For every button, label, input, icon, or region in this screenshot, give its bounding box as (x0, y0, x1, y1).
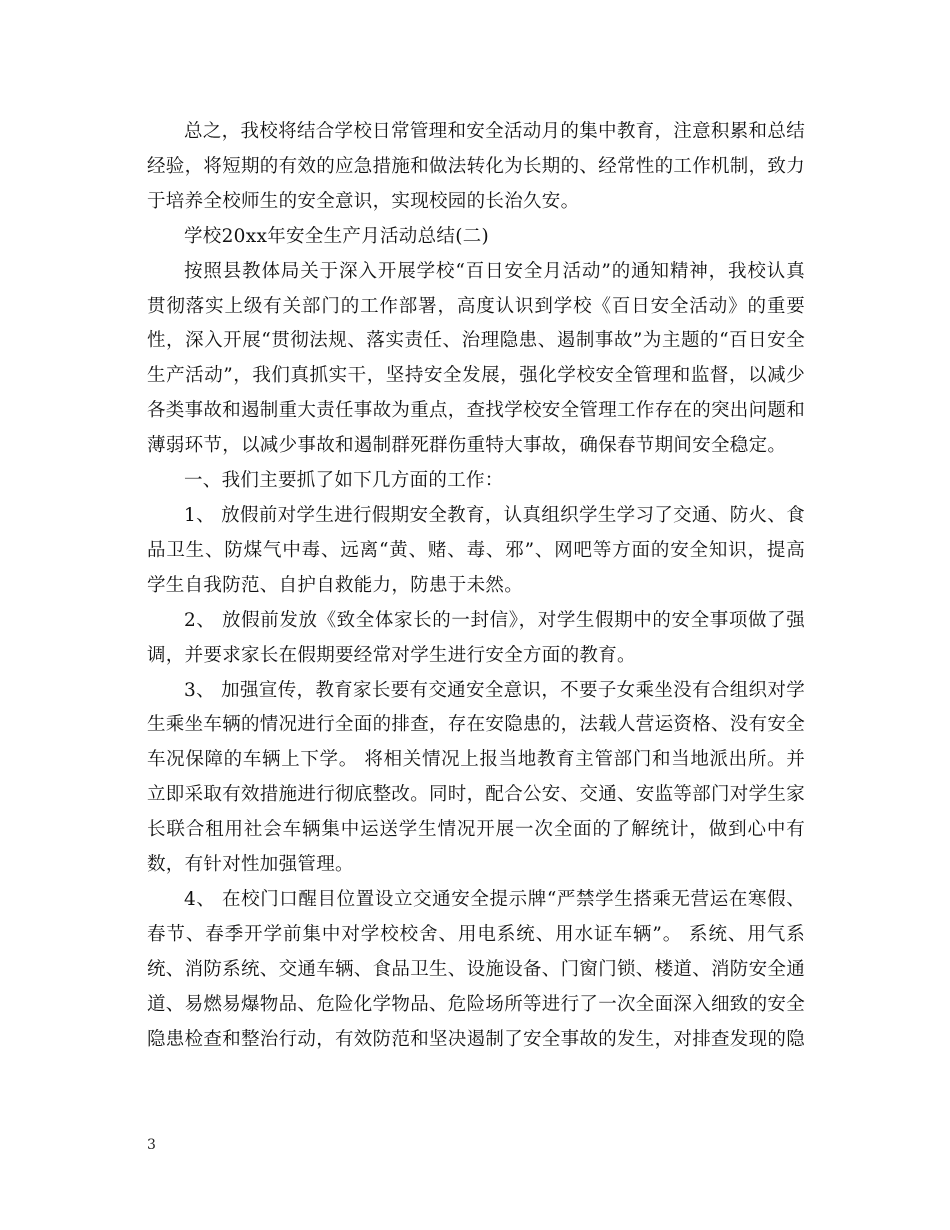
paragraph-intro: 按照县教体局关于深入开展学校“百日安全月活动”的通知精神，我校认真贯彻落实上级有关部门的工作部署，高度认识到学校《百日安全活动》的重要性，深入开展“贯彻法规、落实责任、治理隐患、遏制事故”为主题的“百日安全生产活动”，我们真抓实干，坚持安全发展，强化学校安全管理和监督，以减少各类事故和遏制重大责任事故为重点，查找学校安全管理工作存在的突出问题和薄弱环节，以减少事故和遏制群死群伤重特大事故，确保春节期间安全稳定。 (147, 260, 806, 457)
paragraph-item-3: 3、 加强宣传，教育家长要有交通安全意识，不要子女乘坐没有合组织对学生乘坐车辆的情况进行全面的排查，存在安隐患的，法载人营运资格、没有安全车况保障的车辆上下学。 将相关情况上报当地教育主管部门和当地派出所。并立即采取有效措施进行彻底整改。同时，配合公安、交通、安监等部门对学生家长联合租用社会车辆集中运送学生情况开展一次全面的了解统计，做到心中有数，有针对性加强管理。 (147, 679, 806, 876)
paragraph-item-1: 1、 放假前对学生进行假期安全教育，认真组织学生学习了交通、防火、食品卫生、防煤气中毒、远离“黄、赌、毒、邪”、网吧等方面的安全知识，提高学生自我防范、自护自救能力，防患于未然。 (147, 504, 805, 596)
document-body (147, 115, 805, 1057)
paragraph-item-2: 2、 放假前发放《致全体家长的一封信》，对学生假期中的安全事项做了强调，并要求家长在假期要经常对学生进行安全方面的教育。 (147, 609, 805, 666)
paragraph-heading-work: 一、我们主要抓了如下几方面的工作： (184, 470, 504, 492)
section-title: 学校20xx年安全生产月活动总结(二) (184, 225, 490, 247)
paragraph-summary: 总之，我校将结合学校日常管理和安全活动月的集中教育，注意积累和总结经验，将短期的有效的应急措施和做法转化为长期的、经常性的工作机制，致力于培养全校师生的安全意识，实现校园的长治久安。 (147, 121, 806, 212)
page-number: 3 (147, 1137, 156, 1153)
paragraph-item-4: 4、 在校门口醒目位置设立交通安全提示牌“严禁学生搭乘无营运在寒假、春节、春季开学前集中对学校校舍、用电系统、用水证车辆”。 系统、用气系统、消防系统、交通车辆、食品卫生、设施设备、门窗门锁、楼道、消防安全通道、易燃易爆物品、危险化学物品、危险场所等进行了一次全面深入细致的安全隐患检查和整治行动，有效防范和坚决遏制了安全事故的发生，对排查发现的隐 (147, 888, 806, 1050)
